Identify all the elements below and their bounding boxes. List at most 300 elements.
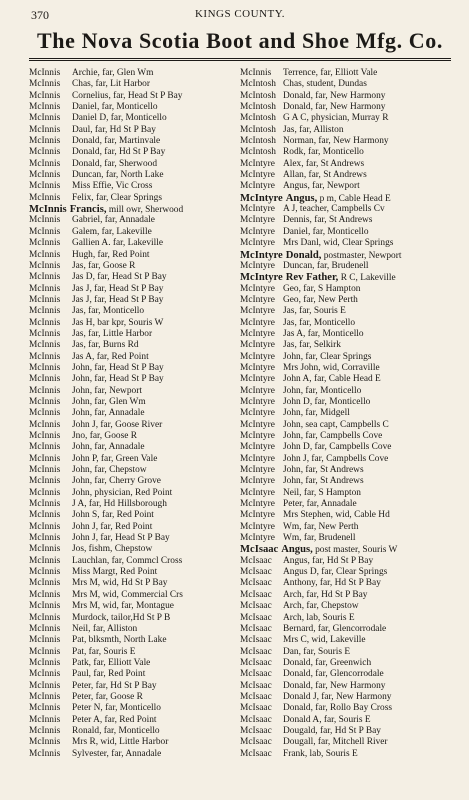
entry-surname: McIsaac <box>240 669 272 680</box>
entry-details: Alex, far, St Andrews <box>283 158 365 169</box>
entry-surname: McIsaac <box>240 544 279 556</box>
directory-entry <box>240 692 451 703</box>
entry-details: Gallien A. far, Lakeville <box>72 238 163 249</box>
entry-surname: McInnis <box>29 408 61 419</box>
entry-surname: McInnis <box>29 136 61 147</box>
running-head: KINGS COUNTY. <box>194 8 286 20</box>
entry-surname: McInnis <box>29 79 61 90</box>
directory-entry <box>240 635 451 646</box>
directory-entry <box>29 204 240 215</box>
directory-entry <box>240 159 451 170</box>
directory-entry <box>240 340 451 351</box>
entry-surname: McInnis <box>29 431 61 441</box>
banner-rule <box>29 58 451 59</box>
entry-surname: McIntosh <box>240 90 276 101</box>
entry-details: John, far, Annadale <box>72 442 145 453</box>
banner-rule-thin <box>29 60 451 61</box>
entry-details: A J, teacher, Campbells Cv <box>283 204 385 215</box>
entry-surname: McIntyre <box>240 317 275 328</box>
entry-surname: McIsaac <box>240 737 272 748</box>
entry-surname: McInnis <box>29 555 61 566</box>
entry-details: Donald J, far, New Harmony <box>283 691 392 702</box>
directory-entry <box>29 726 240 737</box>
entry-details: Jas, far, Goose R <box>72 260 136 271</box>
directory-entry <box>29 340 240 351</box>
entry-surname: McIsaac <box>240 601 272 612</box>
entry-surname: McIntyre <box>240 272 283 284</box>
directory-entry <box>29 544 240 555</box>
directory-entry <box>240 215 451 226</box>
entry-details: Arch, far, Chepstow <box>283 601 359 612</box>
directory-entry <box>240 715 451 726</box>
directory-entry <box>29 227 240 238</box>
entry-details: Donald, far, New Harmony <box>283 680 386 691</box>
left-column <box>29 68 240 760</box>
entry-details: John D, far, Monticello <box>283 396 371 407</box>
directory-entry <box>29 476 240 487</box>
entry-details: Jos, fishm, Chepstow <box>72 544 153 555</box>
entry-details: p m, Cable Head E <box>319 193 391 204</box>
directory-entry <box>29 420 240 431</box>
directory-entry <box>240 658 451 669</box>
directory-entry <box>29 181 240 192</box>
directory-entry <box>240 567 451 578</box>
entry-details: John, far, Clear Springs <box>283 351 372 362</box>
directory-entry <box>240 601 451 612</box>
directory-entry <box>29 715 240 726</box>
entry-name-bold: Angus, <box>285 192 318 204</box>
entry-details: John, far, Midgell <box>283 408 350 419</box>
entry-name-bold: Angus, <box>281 544 313 556</box>
entry-surname: McIntyre <box>240 249 283 261</box>
entry-surname: McInnis <box>29 510 61 521</box>
entry-surname: McIntyre <box>240 306 275 317</box>
entry-details: Anthony, far, Hd St P Bay <box>283 578 381 589</box>
entry-surname: McInnis <box>29 374 61 385</box>
entry-details: Arch, far, Hd St P Bay <box>283 589 368 600</box>
entry-surname: McIntyre <box>240 442 275 453</box>
directory-entry <box>29 703 240 714</box>
entry-surname: McInnis <box>29 192 61 203</box>
entry-surname: McIntyre <box>240 431 275 441</box>
directory-entry <box>29 170 240 181</box>
directory-entry <box>29 272 240 283</box>
directory-entry <box>29 567 240 578</box>
entry-details: John, far, St Andrews <box>283 476 364 487</box>
entry-surname: McIntyre <box>240 283 275 294</box>
directory-entry <box>29 556 240 567</box>
entry-surname: McInnis <box>29 453 61 464</box>
entry-surname: McInnis <box>29 419 61 430</box>
directory-entry <box>29 386 240 397</box>
directory-entry <box>29 306 240 317</box>
entry-details: John, far, Head St P Bay <box>72 374 164 385</box>
entry-details: Sylvester, far, Annadale <box>72 748 162 759</box>
entry-details: Jas J, far, Head St P Bay <box>72 294 164 305</box>
directory-entry <box>240 749 451 760</box>
directory-entry <box>240 318 451 329</box>
directory-entry <box>29 624 240 635</box>
directory-entry <box>240 703 451 714</box>
directory-entry <box>240 613 451 624</box>
directory-entry <box>29 635 240 646</box>
page-header <box>29 0 451 22</box>
directory-entry <box>29 658 240 669</box>
entry-details: Jas, far, Monticello <box>72 306 145 317</box>
directory-entry <box>240 136 451 147</box>
entry-surname: McIntyre <box>240 340 275 351</box>
directory-entry <box>29 261 240 272</box>
directory-entry <box>29 329 240 340</box>
directory-entry <box>240 590 451 601</box>
directory-entry <box>29 250 240 261</box>
entry-details: Mrs M, wid, Hd St P Bay <box>72 578 168 589</box>
directory-entry <box>29 647 240 658</box>
entry-details: Hugh, far, Red Point <box>72 249 150 260</box>
entry-details: John, far, Annadale <box>72 408 145 419</box>
directory-entry <box>29 79 240 90</box>
entry-details: John J, far, Goose River <box>72 419 163 430</box>
entry-details: Mrs C, wid, Lakeville <box>283 635 366 646</box>
directory-entry <box>240 261 451 272</box>
entry-details: Duncan, far, Brudenell <box>283 260 369 271</box>
directory-entry <box>240 374 451 385</box>
entry-surname: McIsaac <box>240 635 272 646</box>
entry-surname: McIsaac <box>240 555 272 566</box>
directory-entry <box>240 488 451 499</box>
entry-surname: McInnis <box>29 226 61 237</box>
advertisement-banner: The Nova Scotia Boot and Shoe Mfg. Co. <box>37 28 443 53</box>
entry-surname: McInnis <box>29 669 61 680</box>
directory-entry <box>29 442 240 453</box>
directory-entry <box>240 499 451 510</box>
directory-entry <box>240 113 451 124</box>
entry-surname: McInnis <box>29 748 61 759</box>
entry-surname: McInnis <box>29 533 61 544</box>
entry-details: Mrs Stephen, wid, Cable Hd <box>283 510 390 521</box>
entry-surname: McIsaac <box>240 578 272 589</box>
directory-entry <box>29 601 240 612</box>
entry-surname: McIsaac <box>240 567 272 578</box>
directory-entry <box>240 250 451 261</box>
entry-details: Donald, far, Martinvale <box>72 136 161 147</box>
entry-surname: McInnis <box>29 691 61 702</box>
entry-details: John A, far, Cable Head E <box>283 374 381 385</box>
entry-surname: McIsaac <box>240 680 272 691</box>
entry-surname: McIntyre <box>240 533 275 544</box>
directory-entry <box>240 181 451 192</box>
entry-details: Lauchlan, far, Commcl Cross <box>72 555 183 566</box>
entry-details: Peter A, far, Red Point <box>72 714 157 725</box>
entry-surname: McInnis <box>29 124 61 135</box>
entry-surname: McInnis <box>29 102 61 113</box>
directory-entry <box>29 102 240 113</box>
directory-entry <box>29 374 240 385</box>
directory-entry <box>240 227 451 238</box>
directory-entry <box>29 681 240 692</box>
entry-details: Neil, far, Alliston <box>72 623 138 634</box>
directory-entry <box>29 125 240 136</box>
directory-entry <box>29 193 240 204</box>
directory-entry <box>240 544 451 555</box>
entry-details: G A C, physician, Murray R <box>283 113 389 124</box>
page-number: 370 <box>31 8 49 22</box>
entry-name-bold: Donald, <box>285 249 322 261</box>
entry-surname: McIntyre <box>240 238 275 249</box>
entry-details: Angus D, far, Clear Springs <box>283 567 388 578</box>
entry-details: Peter, far, Annadale <box>283 499 357 510</box>
directory-entry <box>240 386 451 397</box>
entry-details: John, far, Newport <box>72 385 142 396</box>
entry-details: R C, Lakeville <box>340 273 396 284</box>
entry-surname: McInnis <box>29 657 61 668</box>
directory-entry <box>29 454 240 465</box>
entry-surname: McInnis <box>29 725 61 736</box>
entry-surname: McInnis <box>29 238 61 249</box>
entry-details: Donald A, far, Souris E <box>283 714 371 725</box>
entry-details: Jno, far, Goose R <box>72 431 137 441</box>
entry-surname: McIntosh <box>240 102 276 113</box>
entry-details: Donald, far, Greenwich <box>283 657 372 668</box>
directory-entry <box>240 578 451 589</box>
entry-surname: McInnis <box>29 737 61 748</box>
directory-entry <box>240 238 451 249</box>
directory-entry <box>240 681 451 692</box>
entry-surname: McInnis <box>29 589 61 600</box>
entry-surname: McIntyre <box>240 419 275 430</box>
directory-entry <box>240 68 451 79</box>
entry-details: Miss Effie, Vic Cross <box>72 181 153 192</box>
entry-details: Wm, far, Brudenell <box>283 533 356 544</box>
entry-surname: McIntosh <box>240 79 276 90</box>
entry-details: Geo, far, New Perth <box>283 294 358 305</box>
entry-details: Felix, far, Clear Springs <box>72 192 162 203</box>
directory-entry <box>240 272 451 283</box>
directory-entry <box>29 510 240 521</box>
entry-details: Donald, far, New Harmony <box>283 90 386 101</box>
directory-entry <box>29 431 240 442</box>
directory-entry <box>240 102 451 113</box>
directory-entry <box>240 454 451 465</box>
entry-details: Dougall, far, Mitchell River <box>283 737 388 748</box>
entry-details: Mrs John, wid, Corraville <box>283 362 380 373</box>
entry-details: Daniel, far, Monticello <box>72 102 158 113</box>
directory-entry <box>240 91 451 102</box>
entry-surname: McIntyre <box>240 499 275 510</box>
entry-surname: McInnis <box>29 544 61 555</box>
entry-details: Jas J, far, Head St P Bay <box>72 283 164 294</box>
entry-details: Donald, far, Rollo Bay Cross <box>283 703 392 714</box>
entry-surname: McInnis <box>29 260 61 271</box>
entry-surname: McInnis <box>29 442 61 453</box>
directory-entry <box>240 352 451 363</box>
directory-entry <box>29 408 240 419</box>
directory-entry <box>240 363 451 374</box>
entry-surname: McIntyre <box>240 465 275 476</box>
entry-details: Donald, far, New Harmony <box>283 102 386 113</box>
entry-surname: McIsaac <box>240 714 272 725</box>
entry-details: Jas A, far, Red Point <box>72 351 149 362</box>
directory-entry <box>240 737 451 748</box>
entry-surname: McIntyre <box>240 521 275 532</box>
directory-entry <box>240 397 451 408</box>
entry-surname: McInnis <box>29 680 61 691</box>
entry-surname: McIntyre <box>240 385 275 396</box>
entry-surname: McInnis <box>29 351 61 362</box>
directory-entry <box>240 420 451 431</box>
entry-surname: McInnis <box>29 612 61 623</box>
directory-entry <box>29 215 240 226</box>
directory-entry <box>29 669 240 680</box>
entry-details: Mrs M, wid, Commercial Crs <box>72 589 183 600</box>
entry-surname: McInnis <box>29 465 61 476</box>
entry-details: Daul, far, Hd St P Bay <box>72 124 156 135</box>
entry-surname: McInnis <box>29 714 61 725</box>
entry-surname: McInnis <box>29 499 61 510</box>
entry-details: Daniel D, far, Monticello <box>72 113 167 124</box>
directory-entry <box>29 68 240 79</box>
directory-entry <box>240 669 451 680</box>
entry-surname: McIntyre <box>240 294 275 305</box>
entry-details: John, far, Cherry Grove <box>72 476 161 487</box>
directory-entry <box>240 193 451 204</box>
directory-entry <box>240 329 451 340</box>
entry-details: Dan, far, Souris E <box>283 646 351 657</box>
directory-entry <box>240 442 451 453</box>
entry-surname: McInnis <box>29 170 61 181</box>
entry-details: Angus, far, Hd St P Bay <box>283 555 374 566</box>
entry-details: Geo, far, S Hampton <box>283 283 361 294</box>
entry-details: Donald, far, Glencorrodale <box>283 669 384 680</box>
directory-entry <box>240 431 451 442</box>
entry-details: Peter N, far, Monticello <box>72 703 161 714</box>
entry-details: Angus, far, Newport <box>283 181 360 192</box>
entry-surname: McInnis <box>29 396 61 407</box>
entry-details: Bernard, far, Glencorrodale <box>283 623 387 634</box>
entry-surname: McInnis <box>29 385 61 396</box>
directory-entry <box>29 578 240 589</box>
entry-surname: McIntyre <box>240 260 275 271</box>
directory-entry <box>29 465 240 476</box>
entry-details: John J, far, Red Point <box>72 521 153 532</box>
entry-name-bold: Francis, <box>69 204 107 216</box>
entry-surname: McInnis <box>29 362 61 373</box>
entry-surname: McInnis <box>29 646 61 657</box>
entry-name-bold: Rev Father, <box>285 272 339 284</box>
entry-surname: McIntyre <box>240 226 275 237</box>
entry-details: J A, far, Hd Hillsborough <box>72 499 167 510</box>
entry-details: Archie, far, Glen Wm <box>72 68 154 78</box>
entry-details: John S, far, Red Point <box>72 510 154 521</box>
entry-details: Mrs M, wid, far, Montague <box>72 601 174 612</box>
entry-details: Terrence, far, Elliott Vale <box>283 68 378 78</box>
directory-entry <box>240 533 451 544</box>
directory-columns <box>29 68 451 760</box>
directory-entry <box>29 238 240 249</box>
entry-details: Pat, blksmth, North Lake <box>72 635 167 646</box>
entry-details: Rodk, far, Monticello <box>283 147 364 158</box>
entry-details: Peter, far, Hd St P Bay <box>72 680 157 691</box>
entry-surname: McIntyre <box>240 408 275 419</box>
entry-surname: McInnis <box>29 703 61 714</box>
directory-entry <box>29 91 240 102</box>
entry-details: Pat, far, Souris E <box>72 646 136 657</box>
entry-surname: McIsaac <box>240 748 272 759</box>
entry-details: post master, Souris W <box>315 545 398 556</box>
directory-entry <box>29 159 240 170</box>
entry-surname: McIsaac <box>240 657 272 668</box>
directory-entry <box>240 408 451 419</box>
entry-details: Jas, far, Alliston <box>283 124 344 135</box>
entry-details: John P, far, Green Vale <box>72 453 158 464</box>
entry-details: Allan, far, St Andrews <box>283 170 367 181</box>
entry-details: Dennis, far, St Andrews <box>283 215 373 226</box>
entry-details: Jas, far, Monticello <box>283 317 356 328</box>
entry-details: Murdock, tailor,Hd St P B <box>72 612 171 623</box>
entry-surname: McInnis <box>29 340 61 351</box>
entry-surname: McInnis <box>29 204 67 216</box>
entry-surname: McIntyre <box>240 328 275 339</box>
directory-entry <box>29 590 240 601</box>
directory-entry <box>240 465 451 476</box>
entry-details: John, far, Monticello <box>283 385 362 396</box>
directory-entry <box>29 147 240 158</box>
entry-surname: McIntyre <box>240 158 275 169</box>
entry-surname: McInnis <box>29 476 61 487</box>
entry-details: Arch, lab, Souris E <box>283 612 355 623</box>
directory-entry <box>240 522 451 533</box>
entry-details: Jas A, far, Monticello <box>283 328 364 339</box>
entry-details: postmaster, Newport <box>323 250 402 261</box>
entry-surname: McInnis <box>29 90 61 101</box>
entry-surname: McInnis <box>29 601 61 612</box>
entry-surname: McIsaac <box>240 725 272 736</box>
entry-details: Neil, far, S Hampton <box>283 487 361 498</box>
directory-entry <box>240 79 451 90</box>
entry-details: Jas H, bar kpr, Souris W <box>72 317 164 328</box>
entry-surname: McIsaac <box>240 589 272 600</box>
directory-entry <box>240 204 451 215</box>
entry-surname: McIsaac <box>240 703 272 714</box>
entry-details: Jas, far, Little Harbor <box>72 328 153 339</box>
entry-surname: McInnis <box>29 272 61 283</box>
directory-entry <box>240 726 451 737</box>
entry-details: Paul, far, Red Point <box>72 669 146 680</box>
directory-entry <box>240 476 451 487</box>
directory-entry <box>240 647 451 658</box>
entry-details: Ronald, far, Monticello <box>72 725 160 736</box>
entry-details: Peter, far, Goose R <box>72 691 143 702</box>
directory-entry <box>29 692 240 703</box>
entry-details: John, sea capt, Campbells C <box>283 419 389 430</box>
entry-details: Chas, student, Dundas <box>283 79 367 90</box>
right-column <box>240 68 451 760</box>
entry-surname: McIntyre <box>240 192 283 204</box>
entry-surname: McInnis <box>29 283 61 294</box>
entry-surname: McIntyre <box>240 510 275 521</box>
directory-entry <box>29 613 240 624</box>
entry-surname: McIntyre <box>240 215 275 226</box>
entry-details: Cornelius, far, Head St P Bay <box>72 90 183 101</box>
entry-details: Patk, far, Elliott Vale <box>72 657 151 668</box>
entry-surname: McIntyre <box>240 170 275 181</box>
directory-entry <box>240 624 451 635</box>
entry-surname: McInnis <box>29 567 61 578</box>
entry-surname: McIntyre <box>240 487 275 498</box>
entry-surname: McInnis <box>29 249 61 260</box>
entry-surname: McInnis <box>29 294 61 305</box>
entry-details: Duncan, far, North Lake <box>72 170 164 181</box>
